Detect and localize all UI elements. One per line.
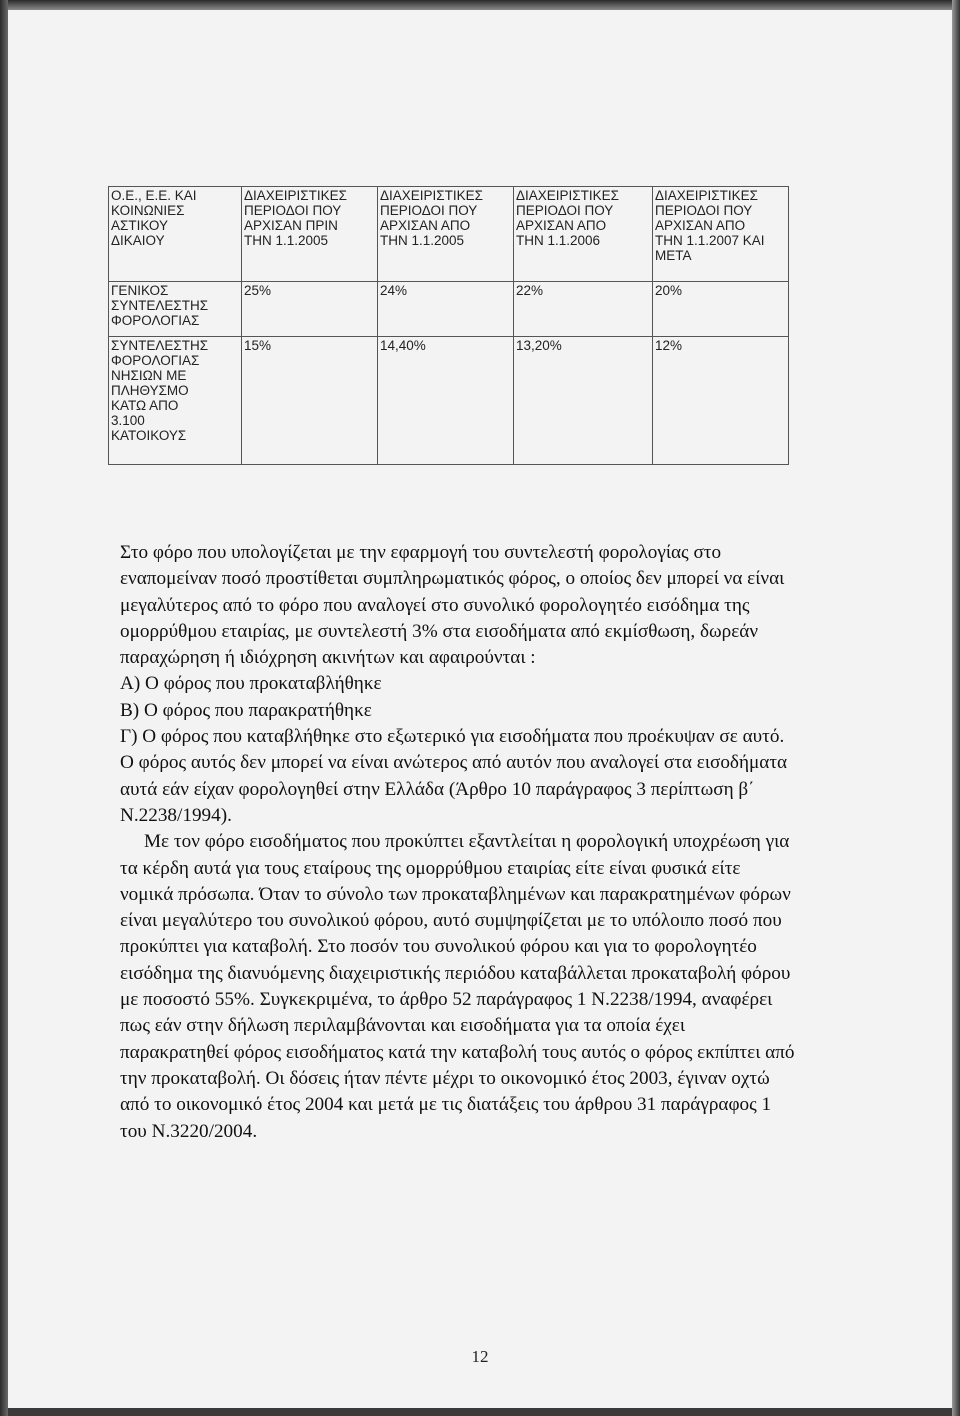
- table-row-label: ΣΥΝΤΕΛΕΣΤΗΣ ΦΟΡΟΛΟΓΙΑΣ ΝΗΣΙΩΝ ΜΕ ΠΛΗΘΥΣΜΟ ΚΑΤΩ ΑΠΟ 3.100 ΚΑΤΟΙΚΟΥΣ: [109, 337, 242, 465]
- list-item: Α) Ο φόρος που προκαταβλήθηκε: [120, 673, 382, 695]
- table-cell: 25%: [242, 282, 378, 337]
- table-row: [109, 282, 789, 337]
- table-header-cell: ΔΙΑΧΕΙΡΙΣΤΙΚΕΣ ΠΕΡΙΟΔΟΙ ΠΟΥ ΑΡΧΙΣΑΝ ΑΠΟ ΤΗΝ 1.1.2007 ΚΑΙ ΜΕΤΑ: [653, 187, 789, 282]
- table-header-cell: ΔΙΑΧΕΙΡΙΣΤΙΚΕΣ ΠΕΡΙΟΔΟΙ ΠΟΥ ΑΡΧΙΣΑΝ ΑΠΟ ΤΗΝ 1.1.2005: [378, 187, 514, 282]
- list-item: Γ) Ο φόρος που καταβλήθηκε στο εξωτερικό για εισοδήματα που προέκυψαν σε αυτό. Ο φόρος αυτός δεν μπορεί να είναι ανώτερος από αυτόν που αναλογεί στα εισοδήματα αυτά εάν είχαν φορολογηθεί στην Ελλάδα (Άρθρο 10 παράγραφος 3 περίπτωση β΄ Ν.2238/1994).: [120, 726, 788, 826]
- table-row-label: ΓΕΝΙΚΟΣ ΣΥΝΤΕΛΕΣΤΗΣ ΦΟΡΟΛΟΓΙΑΣ: [109, 282, 242, 337]
- table-cell: 13,20%: [514, 337, 653, 465]
- scan-edge-top: [0, 0, 960, 10]
- paragraph: Με τον φόρο εισοδήματος που προκύπτει εξαντλείται η φορολογική υποχρέωση για τα κέρδη αυτά για τους εταίρους της ομορρύθμου εταιρίας είτε είναι φυσικά είτε νομικά πρόσωπα. Όταν το σύνολο των προκαταβλημένων και παρακρατημένων φόρων είναι μεγαλύτερο του συνολικού φόρου, αυτό συμψηφίζεται με το υπόλοιπο ποσό που προκύπτει για καταβολή. Στο ποσόν του συνολικού φόρου και για το φορολογητέο εισόδημα της διανυόμενης διαχειριστικής περιόδου καταβάλλεται προκαταβολή φόρου με ποσοστό 55%. Συγκεκριμένα, το άρθρο 52 παράγραφος 1 Ν.2238/1994, αναφέρει πως εάν στην δήλωση περιλαμβάνονται και εισοδήματα για τα οποία έχει παρακρατηθεί φόρος εισοδήματος κατά την καταβολή τους αυτός ο φόρος εκπίπτει από την προκαταβολή. Οι δόσεις ήταν πέντε μέχρι το οικονομικό έτος 2003, έγιναν οχτώ από το οικονομικό έτος 2004 και μετά με τις διατάξεις του άρθρου 31 παράγραφος 1 του Ν.3220/2004.: [120, 831, 795, 1142]
- body-text: [120, 540, 795, 1145]
- paragraph: Στο φόρο που υπολογίζεται με την εφαρμογή του συντελεστή φορολογίας στο εναπομείναν ποσό προστίθεται συμπληρωματικός φόρος, ο οποίος δεν μπορεί να είναι μεγαλύτερος από το φόρο που αναλογεί στο συνολικό φορολογητέο εισόδημα της ομορρύθμου εταιρίας, με συντελεστή 3% στα εισοδήματα από εκμίσθωση, δωρεάν παραχώρηση ή ιδιόχρηση ακινήτων και αφαιρούνται :: [120, 542, 785, 669]
- table-cell: 22%: [514, 282, 653, 337]
- tax-rates-table: [108, 186, 789, 465]
- table-header-cell: Ο.Ε., Ε.Ε. ΚΑΙ ΚΟΙΝΩΝΙΕΣ ΑΣΤΙΚΟΥ ΔΙΚΑΙΟΥ: [109, 187, 242, 282]
- page-number: 12: [471, 1347, 489, 1366]
- table-header-cell: ΔΙΑΧΕΙΡΙΣΤΙΚΕΣ ΠΕΡΙΟΔΟΙ ΠΟΥ ΑΡΧΙΣΑΝ ΑΠΟ ΤΗΝ 1.1.2006: [514, 187, 653, 282]
- scan-edge-left: [0, 0, 8, 1416]
- table-row: [109, 337, 789, 465]
- scan-edge-right: [952, 0, 960, 1416]
- table-cell: 24%: [378, 282, 514, 337]
- table-cell: 14,40%: [378, 337, 514, 465]
- table-cell: 20%: [653, 282, 789, 337]
- table-cell: 15%: [242, 337, 378, 465]
- table-header-row: [109, 187, 789, 282]
- table-cell: 12%: [653, 337, 789, 465]
- list-item: Β) Ο φόρος που παρακρατήθηκε: [120, 699, 372, 721]
- table-header-cell: ΔΙΑΧΕΙΡΙΣΤΙΚΕΣ ΠΕΡΙΟΔΟΙ ΠΟΥ ΑΡΧΙΣΑΝ ΠΡΙΝ ΤΗΝ 1.1.2005: [242, 187, 378, 282]
